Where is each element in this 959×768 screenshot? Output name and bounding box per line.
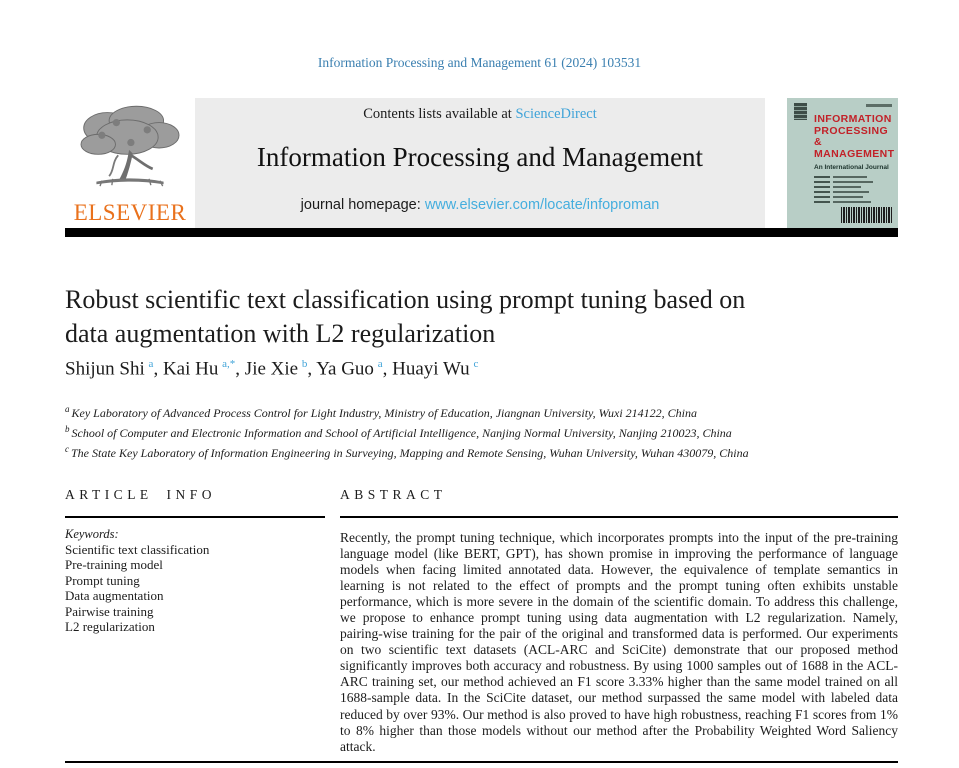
elsevier-logo [65,98,195,228]
page-bottom-rule [65,761,898,763]
header-divider-bar [65,228,898,237]
article-info-rule [65,516,325,518]
keywords-label: Keywords: [65,526,119,541]
affiliations-block [65,401,865,461]
keywords-list [65,542,325,635]
authors-line: Shijun Shi $^a$, Kai Hu $^{a,*}$, Jie Xie $^b$, Ya Guo $^a$, Huayi Wu $^c$ [65,358,479,380]
keyword-item: Prompt tuning [65,572,140,588]
homepage-line [195,197,765,213]
abstract-heading: ABSTRACT [340,487,447,502]
author-affiliation-sup: a [148,358,154,370]
author-name: Shijun Shi [65,358,145,380]
elsevier-tree-icon [71,100,189,196]
paper-title [65,283,855,351]
author-affiliation-sup: a,* [222,358,236,370]
paper-title-line2: data augmentation with L2 regularization [65,319,496,348]
abstract-rule [340,516,898,518]
article-info-column [65,487,325,635]
contents-line [195,106,765,123]
affiliation-row: $^a$ Key Laboratory of Advanced Process Control for Light Industry, Ministry of Education, Jiangnan University, Wuxi 214122, China [65,404,698,420]
article-info-heading: ARTICLE INFO [65,487,217,502]
keyword-item: Pairwise training [65,603,154,619]
author-name: Kai Hu [162,358,219,380]
journal-title: Information Processing and Management [256,142,704,172]
contents-prefix: Contents lists available at [363,106,512,122]
elsevier-wordmark: ELSEVIER [73,200,187,225]
keyword-item: Scientific text classification [65,541,210,557]
author-affiliation-sup: a [377,358,383,370]
keyword-item: Data augmentation [65,588,164,603]
keyword-item: L2 regularization [65,619,155,634]
author-name: Jie Xie [244,358,299,380]
cover-editors-text [814,176,886,206]
cover-subtitle: An International Journal [814,164,889,171]
homepage-url-link[interactable]: www.elsevier.com/locate/infoproman [424,197,660,213]
keyword-item: Pre-training model [65,557,163,572]
cover-journal-title: INFORMATION PROCESSING & MANAGEMENT [814,113,895,160]
cover-issn-text [866,104,892,107]
journal-citation: Information Processing and Management 61 (2024) 103531 [317,55,642,70]
homepage-label: journal homepage: [300,197,421,213]
barcode-icon [841,207,893,223]
abstract-text: Recently, the prompt tuning technique, which incorporates prompts into the input of the pre-training language model (like BERT, GPT), has shown promise in improving the performance of language models when facing limited annotated data. However, the equivalence of template semantics in learning is not related to the effect of prompts and the prompt tuning often exhibits unstable performance, which is more severe in the domain of the scientific domain. To address this challenge, we propose to enhance prompt tuning using data augmentation with L2 regularization. Namely, pairing-wise training for the pair of the original and transformed data is performed. Our experiments on two scientific text datasets (ACL-ARC and SciCite) demonstrate that our proposed method significantly improves both accuracy and robustness. By using 1000 samples out of 1688 in the ACL-ARC training set, our method achieved an F1 score 3.33% higher than the same model trained on all 1688-sample data. In the SciCite dataset, our method surpassed the same model with labeled data reduced by over 93%. Our method is also proved to have high robustness, reaching F1 scores from 1% to 8% higher than those models without our method after the Probability Weighted Word Saliency attack. [340,529,898,754]
abstract-column [340,487,898,755]
author-affiliation-sup: b [301,358,308,370]
affiliation-row: $^c$ The State Key Laboratory of Information Engineering in Surveying, Mapping and Remote Sensing, Wuhan University, Wuhan 430079, China [65,444,749,460]
journal-cover-thumbnail[interactable] [787,98,898,228]
cover-publisher-icon [794,103,807,120]
author-affiliation-sup: c [473,358,479,370]
affiliation-row: $^b$ School of Computer and Electronic Information and School of Artificial Intelligence, Nanjing Normal University, Nanjing 210023, China [65,424,732,440]
publisher-header [65,98,898,228]
author-name: Huayi Wu [392,358,470,380]
paper-title-line1: Robust scientific text classification using prompt tuning based on [65,285,746,314]
sciencedirect-link[interactable]: ScienceDirect [515,106,597,122]
author-name: Ya Guo [316,358,374,380]
journal-banner [195,98,765,228]
